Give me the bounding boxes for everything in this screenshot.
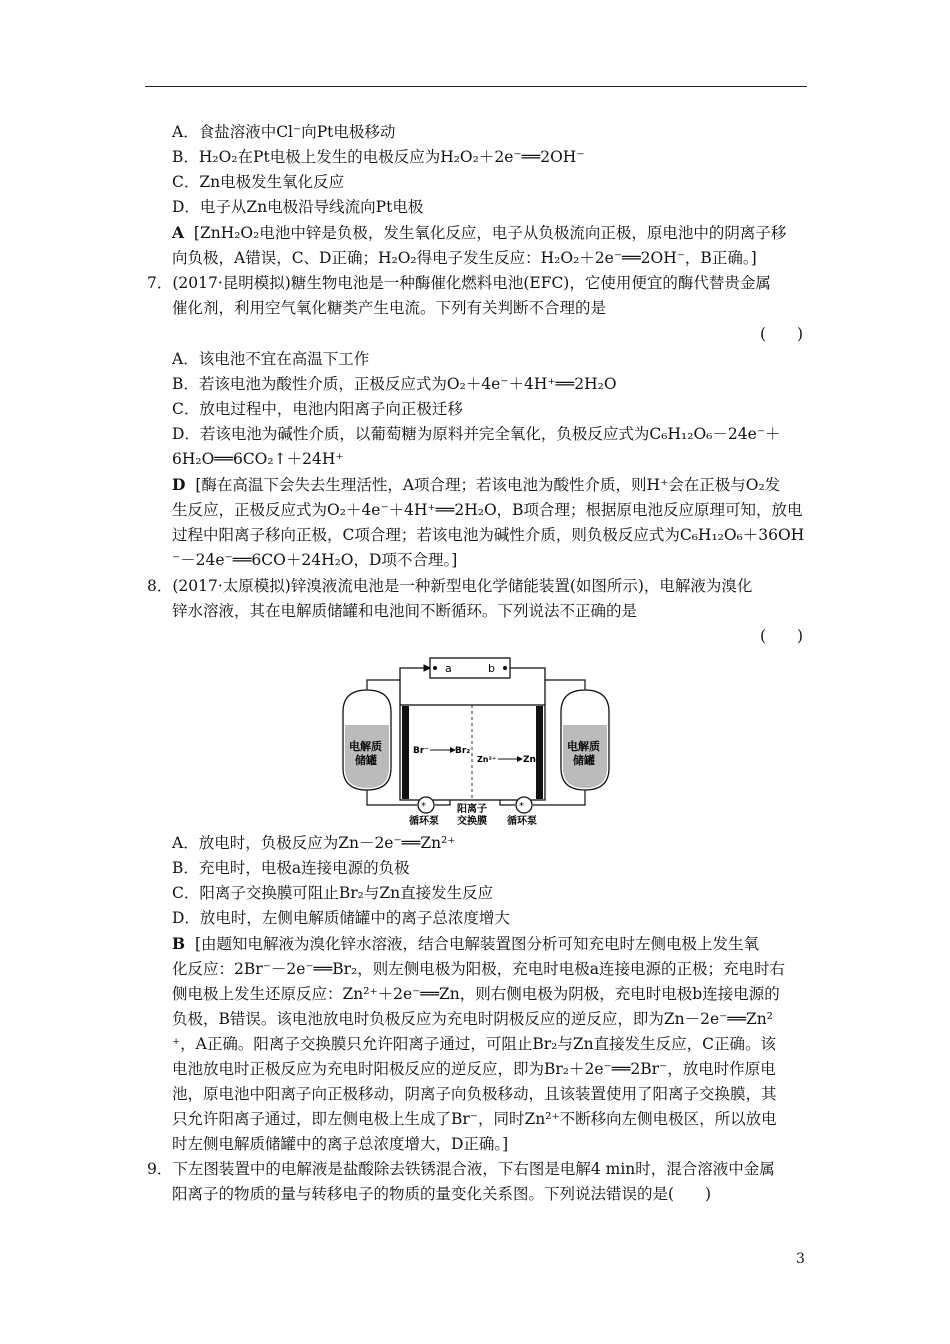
- q6-option-c: C．Zn电极发生氧化反应: [172, 173, 345, 191]
- q7-option-d-cont: 6H₂O══6CO₂↑＋24H⁺: [172, 450, 344, 468]
- q7-explain-2: 生反应，正极反应式为O₂＋4e⁻＋4H⁺══2H₂O，B项合理；根据原电池反应原理可知，放电: [172, 501, 803, 519]
- external-circuit: [400, 658, 545, 705]
- electrode-a-label: a: [445, 662, 452, 675]
- zn2-ion-label: Zn²⁺: [477, 755, 497, 764]
- q8-option-d: D．放电时，左侧电解质储罐中的离子总浓度增大: [172, 909, 510, 927]
- page-number: 3: [796, 1251, 805, 1267]
- q8-explain-3: 侧电极上发生还原反应：Zn²⁺＋2e⁻══Zn，则右侧电极为阴极，充电时电极b连接电源的: [172, 985, 780, 1003]
- br2-label: Br₂: [455, 746, 471, 756]
- q6-option-b: B．H₂O₂在Pt电极上发生的电极反应为H₂O₂＋2e⁻══2OH⁻: [172, 148, 585, 166]
- q6-explain-2: 向负极，A错误，C、D正确；H₂O₂得电子发生反应：H₂O₂＋2e⁻══2OH⁻，B正确。]: [172, 249, 757, 267]
- zinc-bromine-battery-diagram: [335, 650, 625, 825]
- q9-stem-2: 阳离子的物质的量与转移电子的物质的量变化关系图。下列说法错误的是( ): [172, 1185, 712, 1203]
- br-ion-label: Br⁻: [413, 746, 430, 756]
- q8-option-c: C．阳离子交换膜可阻止Br₂与Zn直接发生反应: [172, 884, 494, 902]
- q7-stem-2: 催化剂，利用空气氧化糖类产生电流。下列有关判断不合理的是: [172, 299, 607, 317]
- right-electrode: [536, 706, 543, 799]
- q8-answer-line: [172, 932, 759, 956]
- right-tank-label-2: 储罐: [573, 754, 595, 767]
- q8-option-b: B．充电时，电极a连接电源的负极: [172, 859, 410, 877]
- q7-answer-letter: D: [172, 475, 186, 494]
- left-tank-label-1: 电解质: [349, 740, 382, 753]
- q7-stem-1: 7．(2017·昆明模拟)糖生物电池是一种酶催化燃料电池(EFC)，它使用便宜的酶代替贵金属: [147, 274, 771, 292]
- q6-option-a: A．食盐溶液中Cl⁻向Pt电极移动: [172, 123, 396, 141]
- q7-explain-3: 过程中阳离子移向正极，C项合理；若该电池为碱性介质，则负极反应式为C₆H₁₂O₆＋36OH: [172, 526, 805, 544]
- q7-option-c: C．放电过程中，电池内阳离子向正极迁移: [172, 400, 463, 418]
- q6-answer-letter: A: [172, 223, 185, 242]
- q6-option-d: D．电子从Zn电极沿导线流向Pt电极: [172, 198, 424, 216]
- right-tank: [561, 690, 609, 790]
- q7-explain-4: ⁻－24e⁻══6CO＋24H₂O，D项不合理。]: [172, 551, 458, 569]
- q8-stem-1: 8．(2017·太原模拟)锌溴液流电池是一种新型电化学储能装置(如图所示)，电解液为溴化: [147, 577, 753, 595]
- q8-answer-paren: ( ): [760, 627, 804, 645]
- right-tank-label-1: 电解质: [567, 740, 600, 753]
- q7-option-b: B．若该电池为酸性介质，正极反应式为O₂＋4e⁻＋4H⁺══2H₂O: [172, 375, 617, 393]
- svg-text:*: *: [421, 801, 426, 812]
- left-pump-label: 循环泵: [409, 816, 439, 825]
- q8-explain-7: 池，原电池中阳离子向正极移动，阴离子向负极移动，且该装置使用了阳离子交换膜，其: [172, 1085, 777, 1103]
- q7-answer-line: [172, 473, 780, 497]
- q6-explain-1: [ZnH₂O₂电池中锌是负极，发生氧化反应，电子从负极流向正极，原电池中的阴离子移: [193, 224, 787, 242]
- membrane-label-1: 阳离子: [457, 804, 487, 815]
- right-pump-label: 循环泵: [507, 816, 537, 825]
- membrane-label-2: 交换膜: [457, 816, 487, 825]
- q8-explain-9: 时左侧电解质储罐中的离子总浓度增大，D正确。]: [172, 1135, 509, 1153]
- q7-option-a: A．该电池不宜在高温下工作: [172, 350, 370, 368]
- q8-option-a: A．放电时，负极反应为Zn－2e⁻══Zn²⁺: [172, 834, 456, 852]
- q8-explain-8: 只允许阳离子通过，即左侧电极上生成了Br⁻，同时Zn²⁺不断移向左侧电极区，所以放电: [172, 1110, 777, 1128]
- q8-explain-4: 负极，B错误。该电池放电时负极反应为充电时阴极反应的逆反应，即为Zn－2e⁻══Zn²: [172, 1010, 773, 1028]
- left-tank: [343, 690, 391, 790]
- q8-explain-6: 电池放电时正极反应为充电时阳极反应的逆反应，即为Br₂＋2e⁻══2Br⁻，放电时作原电: [172, 1060, 776, 1078]
- q7-explain-1: [酶在高温下会失去生理活性，A项合理；若该电池为酸性介质，则H⁺会在正极与O₂发: [195, 476, 781, 494]
- q8-explain-1: [由题知电解液为溴化锌水溶液，结合电解装置图分析可知充电时左侧电极上发生氧: [194, 935, 760, 953]
- zn-label: Zn: [523, 755, 536, 765]
- q6-answer-line: [172, 221, 786, 245]
- q8-explain-5: ⁺，A正确。阳离子交换膜只允许阳离子通过，可阻止Br₂与Zn直接发生反应，C正确。该: [172, 1035, 777, 1053]
- q7-option-d: D．若该电池为碱性介质，以葡萄糖为原料并完全氧化，负极反应式为C₆H₁₂O₆－24e⁻＋: [172, 425, 781, 443]
- left-electrode: [402, 706, 409, 799]
- left-tank-label-2: 储罐: [355, 754, 377, 767]
- electrode-b-label: b: [488, 662, 495, 675]
- q7-answer-paren: ( ): [760, 325, 804, 343]
- q8-explain-2: 化反应：2Br⁻－2e⁻══Br₂，则左侧电极为阳极，充电时电极a连接电源的正极；充电时右: [172, 960, 785, 978]
- svg-text:*: *: [519, 801, 524, 812]
- header-rule: [145, 86, 807, 87]
- q9-stem-1: 9．下左图装置中的电解液是盐酸除去铁锈混合液，下右图是电解4 min时，混合溶液中金属: [147, 1160, 775, 1178]
- q8-answer-letter: B: [172, 934, 186, 953]
- q8-stem-2: 锌水溶液，其在电解质储罐和电池间不断循环。下列说法不正确的是: [172, 602, 638, 620]
